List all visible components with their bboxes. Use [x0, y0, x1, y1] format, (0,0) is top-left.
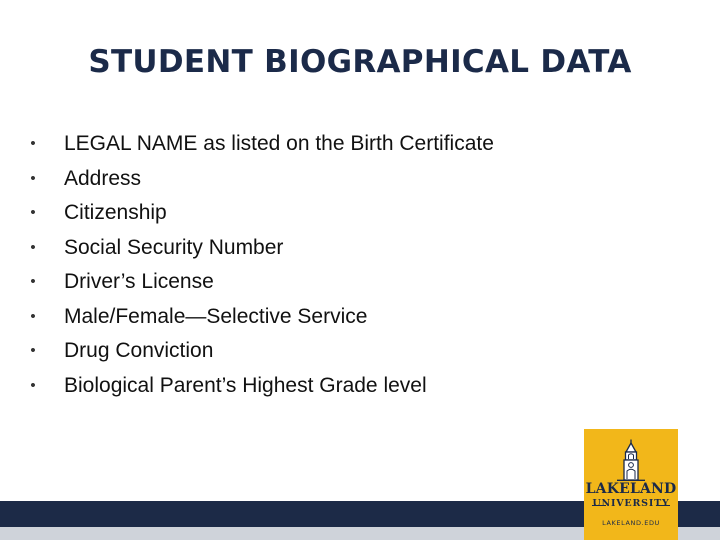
bullet-dot-icon: •	[30, 135, 36, 152]
bell-tower-icon	[617, 439, 645, 481]
bullet-item-address	[26, 162, 494, 197]
university-logo	[584, 429, 678, 540]
bullet-text: Address	[64, 166, 142, 190]
bullet-item-drug-conviction	[26, 334, 494, 369]
bullet-dot-icon: •	[30, 376, 36, 394]
bullet-dot-icon: •	[30, 273, 36, 290]
bullet-text: Biological Parent’s Highest Grade level	[64, 373, 427, 397]
bullet-item-parent-grade-level	[26, 369, 494, 404]
bullet-dot-icon: •	[30, 342, 36, 359]
bullet-dot-icon: •	[30, 307, 36, 325]
bullet-item-legal-name	[26, 127, 494, 162]
bullet-text: Social Security Number	[64, 235, 284, 259]
bullet-dot-icon: •	[30, 204, 36, 221]
bullet-text: Male/Female—Selective Service	[64, 304, 368, 328]
bullet-list	[26, 127, 494, 403]
bullet-item-selective-service	[26, 300, 494, 335]
logo-subtitle: UNIVERSITY	[592, 498, 670, 509]
bullet-text: Drug Conviction	[64, 339, 214, 362]
bullet-dot-icon: •	[30, 169, 36, 187]
bullet-dot-icon: •	[30, 238, 36, 256]
bullet-item-drivers-license	[26, 265, 494, 300]
logo-url: LAKELAND.EDU	[602, 519, 660, 527]
bullet-item-ssn	[26, 231, 494, 266]
logo-name: LAKELAND	[585, 481, 677, 497]
bullet-text: Citizenship	[64, 201, 167, 224]
bullet-text: LEGAL NAME as listed on the Birth Certificate	[64, 132, 494, 155]
bullet-text: Driver’s License	[64, 270, 214, 293]
slide-title: STUDENT BIOGRAPHICAL DATA	[88, 44, 632, 80]
bullet-item-citizenship	[26, 196, 494, 231]
